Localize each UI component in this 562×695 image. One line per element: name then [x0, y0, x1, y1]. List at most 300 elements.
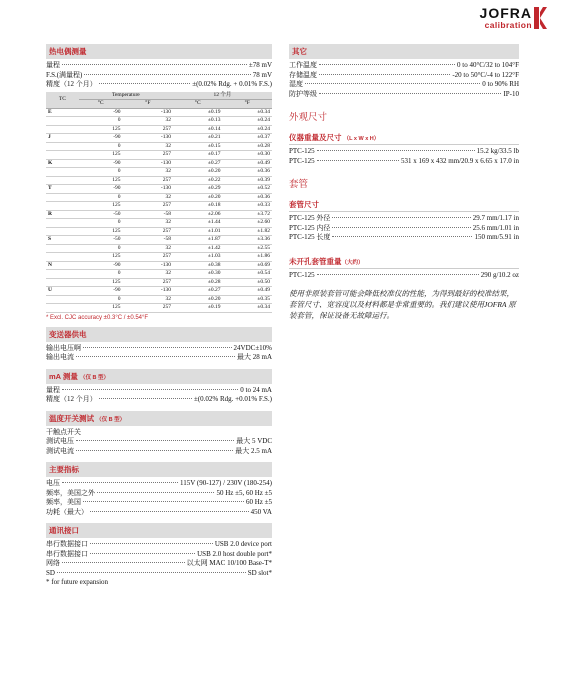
dot-leader [317, 160, 399, 161]
logo-sub: calibration [484, 20, 532, 30]
table-row [46, 108, 272, 117]
cell-type [46, 253, 79, 262]
spec-row [46, 61, 272, 71]
dot-leader [99, 83, 190, 84]
spec-label: 防护等级 [289, 89, 317, 98]
main-specs [46, 479, 272, 517]
cell-c: 125 [79, 125, 123, 134]
weight-title: 仪器重量及尺寸 [289, 133, 342, 142]
cell-ac: ±0.27 [173, 159, 222, 168]
jofra-mark-icon [534, 7, 548, 29]
dot-leader [62, 482, 178, 483]
cell-type: U [46, 287, 79, 296]
cell-ac: ±0.22 [173, 176, 222, 185]
cell-c: -90 [79, 108, 123, 117]
table-row [46, 219, 272, 228]
table-row [46, 244, 272, 253]
spec-label: PTC-125 外径 [289, 214, 331, 222]
table-row [46, 142, 272, 151]
cell-af: ±2.60 [222, 219, 272, 228]
spec-row [289, 147, 519, 157]
section-ma [46, 369, 272, 384]
cell-ac: ±0.19 [173, 304, 222, 313]
cell-c: 125 [79, 304, 123, 313]
dot-leader [90, 511, 249, 512]
spec-row [46, 559, 272, 569]
spec-label: 串行数据接口 [46, 540, 88, 548]
cell-ac: ±1.87 [173, 236, 222, 245]
cjc-note: * Excl. CJC accuracy ±0.3°C / ±0.54°F [46, 314, 149, 321]
spec-label: PTC-125 [289, 270, 315, 279]
table-row [46, 304, 272, 313]
spec-value: 450 VA [250, 507, 272, 516]
spec-label: 精度（12 个月） [46, 395, 97, 403]
dot-leader [57, 572, 246, 573]
cell-c: -50 [79, 210, 123, 219]
dot-leader [99, 398, 192, 399]
section-switch [46, 411, 272, 426]
dot-leader [90, 543, 213, 544]
col-f1: °F [123, 100, 173, 109]
dot-leader [76, 450, 233, 451]
cell-af: ±0.49 [222, 287, 272, 296]
cell-type: J [46, 134, 79, 143]
spec-value: 290 g/10.2 oz [480, 270, 519, 279]
cell-ac: ±0.27 [173, 287, 222, 296]
cell-f: 32 [123, 244, 173, 253]
spec-label: 频率，美国之外 [46, 488, 95, 497]
table-row [46, 151, 272, 160]
cell-f: -130 [123, 108, 173, 117]
dot-leader [319, 93, 501, 94]
spec-label: 网络 [46, 559, 60, 567]
cell-af: ±0.37 [222, 134, 272, 143]
switch-sublabel: 干触点开关 [46, 427, 81, 436]
spec-value: 最大 2.5 mA [235, 446, 272, 455]
spec-label: 工作温度 [289, 61, 317, 69]
cell-c: 125 [79, 202, 123, 211]
cell-af: ±0.36 [222, 193, 272, 202]
spec-value: 最大 28 mA [237, 353, 272, 361]
logo-name: JOFRA [479, 5, 532, 21]
cell-type [46, 168, 79, 177]
cell-type [46, 142, 79, 151]
open-title: 未开孔套管重量 [289, 256, 342, 266]
section-comm: 通讯接口 [46, 523, 272, 538]
cell-type [46, 219, 79, 228]
cell-c: 125 [79, 253, 123, 262]
cell-f: 32 [123, 117, 173, 126]
cell-af: ±3.36 [222, 236, 272, 245]
spec-label: 量程 [46, 385, 60, 394]
cell-f: 32 [123, 295, 173, 304]
cell-type [46, 304, 79, 313]
cell-type: K [46, 159, 79, 168]
spec-label: 存储温度 [289, 70, 317, 79]
spec-value: 0 to 90% RH [482, 80, 519, 88]
comm-note: * for future expansion [46, 578, 109, 586]
spec-row [289, 214, 519, 224]
table-row [46, 210, 272, 219]
cell-f: 32 [123, 142, 173, 151]
dot-leader [305, 83, 480, 84]
col-c1: °C [79, 100, 123, 109]
spec-row [289, 224, 519, 234]
spec-row [46, 353, 272, 363]
cell-af: ±0.39 [222, 176, 272, 185]
spec-value: 15.2 kg/33.5 lb [476, 147, 519, 155]
dot-leader [319, 64, 455, 65]
spec-label: 功耗（最大） [46, 507, 88, 516]
spec-value: 150 mm/5.91 in [474, 233, 519, 241]
spec-label: 频率，美国 [46, 498, 81, 506]
section-weight [289, 129, 519, 145]
dot-leader [84, 74, 250, 75]
cell-type [46, 125, 79, 134]
cell-af: ±0.33 [222, 202, 272, 211]
cell-af: ±1.86 [222, 253, 272, 262]
spec-row [46, 508, 272, 518]
section-thermocouple: 热电偶测量 [46, 44, 272, 59]
spec-row [46, 437, 272, 447]
cell-f: 257 [123, 202, 173, 211]
thermocouple-specs [46, 61, 272, 90]
comm-specs [46, 540, 272, 578]
dot-leader [90, 553, 195, 554]
cell-c: 0 [79, 244, 123, 253]
cell-ac: ±0.38 [173, 261, 222, 270]
cell-type [46, 176, 79, 185]
cell-type: N [46, 261, 79, 270]
cell-f: -58 [123, 210, 173, 219]
cell-ac: ±0.17 [173, 151, 222, 160]
table-row [46, 287, 272, 296]
cell-c: 0 [79, 295, 123, 304]
dot-leader [62, 64, 247, 65]
cell-c: 0 [79, 142, 123, 151]
spec-value: 78 mV [252, 70, 272, 79]
spec-label: 量程 [46, 61, 60, 69]
spec-value: 0 to 40°C/32 to 104°F [457, 61, 519, 69]
dot-leader [76, 440, 234, 441]
col-c2: °C [173, 100, 222, 109]
cell-af: ±0.49 [222, 159, 272, 168]
cell-f: 257 [123, 253, 173, 262]
dot-leader [332, 236, 472, 237]
spec-value: 29.7 mm/1.17 in [472, 214, 519, 222]
cell-f: -58 [123, 236, 173, 245]
spec-value: 0 to 24 mA [240, 385, 272, 394]
spec-row [289, 90, 519, 100]
spec-value: IP-10 [503, 89, 519, 98]
cell-ac: ±0.13 [173, 117, 222, 126]
cell-af: ±1.82 [222, 227, 272, 236]
cell-c: 125 [79, 227, 123, 236]
cell-ac: ±0.28 [173, 278, 222, 287]
cell-type: S [46, 236, 79, 245]
spec-row [46, 386, 272, 396]
weight-specs [289, 147, 519, 166]
cell-af: ±3.72 [222, 210, 272, 219]
spec-value: 60 Hz ±5 [245, 498, 272, 506]
cell-ac: ±1.44 [173, 219, 222, 228]
cell-c: 0 [79, 270, 123, 279]
section-main: 主要指标 [46, 462, 272, 477]
cell-af: ±0.50 [222, 278, 272, 287]
spec-row [46, 489, 272, 499]
spec-label: 测试电流 [46, 446, 74, 455]
spec-value: 115V (90-127) / 230V (180-254) [179, 479, 272, 487]
cell-ac: ±0.20 [173, 168, 222, 177]
cell-af: ±0.34 [222, 304, 272, 313]
cell-f: 32 [123, 168, 173, 177]
open-specs [289, 271, 519, 281]
spec-row [46, 540, 272, 550]
spec-row [46, 550, 272, 560]
spec-value: USB 2.0 device port [214, 540, 272, 548]
spec-row [289, 71, 519, 81]
table-row [46, 185, 272, 194]
spec-row [46, 395, 272, 405]
spec-label: SD [46, 568, 55, 577]
spec-value: 24VDC±10% [233, 343, 272, 352]
cell-ac: ±1.01 [173, 227, 222, 236]
cell-af: ±0.24 [222, 125, 272, 134]
spec-value: 以太网 MAC 10/100 Base-T* [186, 559, 272, 567]
cell-c: -90 [79, 159, 123, 168]
spec-label: 串行数据接口 [46, 549, 88, 558]
cell-af: ±0.28 [222, 142, 272, 151]
table-row [46, 117, 272, 126]
col-tc: TC [46, 92, 79, 109]
cell-type [46, 117, 79, 126]
spec-value: -20 to 50°C/-4 to 122°F [452, 70, 519, 79]
dot-leader [317, 150, 475, 151]
dot-leader [97, 492, 214, 493]
spec-label: 电压 [46, 479, 60, 487]
sleeve-advice-note: 使用非原装套管可能会降低校准仪的性能，为得到最好的校准结果，套管尺寸、宽容度以及材料都是非常重要的。我们建议使用JOFRA 原装套管，保证设备无故障运行。 [289, 289, 516, 320]
spec-value: 25.6 mm/1.01 in [472, 223, 519, 232]
sleeve-specs [289, 214, 519, 243]
cell-ac: ±0.21 [173, 134, 222, 143]
cell-c: -90 [79, 287, 123, 296]
col-temperature: Temperature [79, 92, 173, 100]
cell-type [46, 244, 79, 253]
cell-f: 32 [123, 219, 173, 228]
cell-type [46, 202, 79, 211]
spec-label: PTC-125 [289, 147, 315, 155]
cell-c: -90 [79, 261, 123, 270]
left-column [46, 44, 272, 588]
cell-type [46, 227, 79, 236]
cell-c: 0 [79, 117, 123, 126]
spec-value: 最大 5 VDC [236, 437, 272, 445]
cell-f: -130 [123, 261, 173, 270]
cell-c: 125 [79, 151, 123, 160]
switch-specs [46, 437, 272, 456]
table-row [46, 168, 272, 177]
spec-row [289, 271, 519, 281]
section-open-sleeve [289, 253, 519, 269]
spec-label: F.S.(满量程) [46, 70, 83, 79]
cell-f: -130 [123, 159, 173, 168]
cell-af: ±0.69 [222, 261, 272, 270]
section-sleeve: 套管尺寸 [289, 196, 519, 212]
dot-leader [83, 501, 244, 502]
cell-c: 0 [79, 168, 123, 177]
table-row [46, 278, 272, 287]
cell-ac: ±0.15 [173, 142, 222, 151]
cell-ac: ±0.20 [173, 193, 222, 202]
spec-label: 湿度 [289, 80, 303, 88]
spec-row [46, 344, 272, 354]
table-row [46, 159, 272, 168]
table-row [46, 125, 272, 134]
cell-ac: ±0.14 [173, 125, 222, 134]
table-row [46, 261, 272, 270]
cell-f: -130 [123, 287, 173, 296]
ma-title: mA 测量 [49, 371, 78, 381]
dot-leader [317, 274, 479, 275]
cell-af: ±0.34 [222, 108, 272, 117]
cell-c: 0 [79, 219, 123, 228]
spec-row [289, 80, 519, 90]
table-row [46, 236, 272, 245]
transmitter-specs [46, 344, 272, 363]
cell-f: 257 [123, 125, 173, 134]
cell-f: 257 [123, 304, 173, 313]
spec-value: ±(0.02% Rdg. +0.01% F.S.) [193, 395, 272, 403]
dot-leader [76, 356, 235, 357]
cell-type [46, 270, 79, 279]
dot-leader [332, 227, 470, 228]
open-suffix: （大约） [341, 259, 364, 266]
cell-c: -50 [79, 236, 123, 245]
switch-suffix: （仅 B 型） [96, 416, 126, 423]
cell-af: ±0.52 [222, 185, 272, 194]
spec-row [46, 80, 272, 90]
dot-leader [83, 347, 232, 348]
cell-c: -90 [79, 185, 123, 194]
spec-label: 输出电流 [46, 353, 74, 361]
dot-leader [319, 74, 450, 75]
cell-type [46, 193, 79, 202]
spec-row [289, 233, 519, 243]
dot-leader [62, 389, 238, 390]
cell-af: ±0.24 [222, 117, 272, 126]
cell-ac: ±0.19 [173, 108, 222, 117]
cell-c: 125 [79, 176, 123, 185]
spec-label: PTC-125 内径 [289, 223, 331, 232]
ma-suffix: （仅 B 型） [79, 374, 110, 381]
spec-label: 输出电压啊 [46, 343, 81, 352]
dot-leader [62, 562, 185, 563]
sleeve-heading: 套管 [289, 180, 309, 190]
cell-f: -130 [123, 134, 173, 143]
cell-af: ±0.30 [222, 151, 272, 160]
cell-ac: ±0.29 [173, 185, 222, 194]
cell-c: 125 [79, 278, 123, 287]
cell-ac: ±0.30 [173, 270, 222, 279]
table-row [46, 176, 272, 185]
col-12-months: 12 个月 [173, 92, 272, 100]
dot-leader [332, 217, 470, 218]
cell-f: -130 [123, 185, 173, 194]
cell-af: ±0.36 [222, 168, 272, 177]
spec-value: 531 x 169 x 432 mm/20.9 x 6.65 x 17.0 in [400, 156, 519, 165]
cell-type [46, 295, 79, 304]
weight-suffix: （L x W x H） [343, 136, 380, 142]
ma-specs [46, 386, 272, 405]
spec-row [46, 498, 272, 508]
cell-type: E [46, 108, 79, 117]
cell-ac: ±1.42 [173, 244, 222, 253]
spec-row [46, 447, 272, 457]
cell-f: 257 [123, 151, 173, 160]
spec-label: PTC-125 [289, 156, 315, 165]
spec-value: ±78 mV [248, 61, 272, 69]
table-row [46, 227, 272, 236]
cell-type [46, 278, 79, 287]
cell-ac: ±2.06 [173, 210, 222, 219]
cell-ac: ±1.03 [173, 253, 222, 262]
cell-c: -90 [79, 134, 123, 143]
other-specs [289, 61, 519, 99]
dims-heading: 外观尺寸 [289, 113, 328, 123]
jofra-logo [480, 6, 548, 30]
table-row [46, 202, 272, 211]
cell-type [46, 151, 79, 160]
cell-f: 257 [123, 278, 173, 287]
switch-title: 温度开关测试 [49, 413, 94, 423]
spec-label: 测试电压 [46, 437, 74, 445]
cell-ac: ±0.20 [173, 295, 222, 304]
table-row [46, 270, 272, 279]
cell-af: ±0.35 [222, 295, 272, 304]
right-column [289, 44, 519, 321]
table-row [46, 253, 272, 262]
spec-label: PTC-125 长度 [289, 233, 331, 241]
spec-row [46, 569, 272, 579]
spec-value: SD slot* [247, 568, 272, 577]
cell-f: 257 [123, 176, 173, 185]
spec-row [289, 157, 519, 167]
table-row [46, 134, 272, 143]
spec-value: ±(0.02% Rdg. + 0.01% F.S.) [192, 80, 272, 88]
cell-f: 32 [123, 270, 173, 279]
cell-type: R [46, 210, 79, 219]
spec-row [46, 71, 272, 81]
spec-row [46, 479, 272, 489]
table-row [46, 295, 272, 304]
cell-ac: ±0.18 [173, 202, 222, 211]
spec-label: 精度（12 个月） [46, 80, 97, 88]
thermocouple-table [46, 92, 272, 313]
cell-f: 257 [123, 227, 173, 236]
cell-f: 32 [123, 193, 173, 202]
cell-af: ±0.54 [222, 270, 272, 279]
col-f2: °F [222, 100, 272, 109]
cell-c: 0 [79, 193, 123, 202]
section-transmitter: 变送器供电 [46, 327, 272, 342]
spec-row [289, 61, 519, 71]
spec-value: 50 Hz ±5, 60 Hz ±5 [216, 488, 272, 497]
spec-value: USB 2.0 host double port* [197, 549, 272, 558]
table-row [46, 193, 272, 202]
cell-type: T [46, 185, 79, 194]
cell-af: ±2.55 [222, 244, 272, 253]
section-other: 其它 [289, 44, 519, 59]
